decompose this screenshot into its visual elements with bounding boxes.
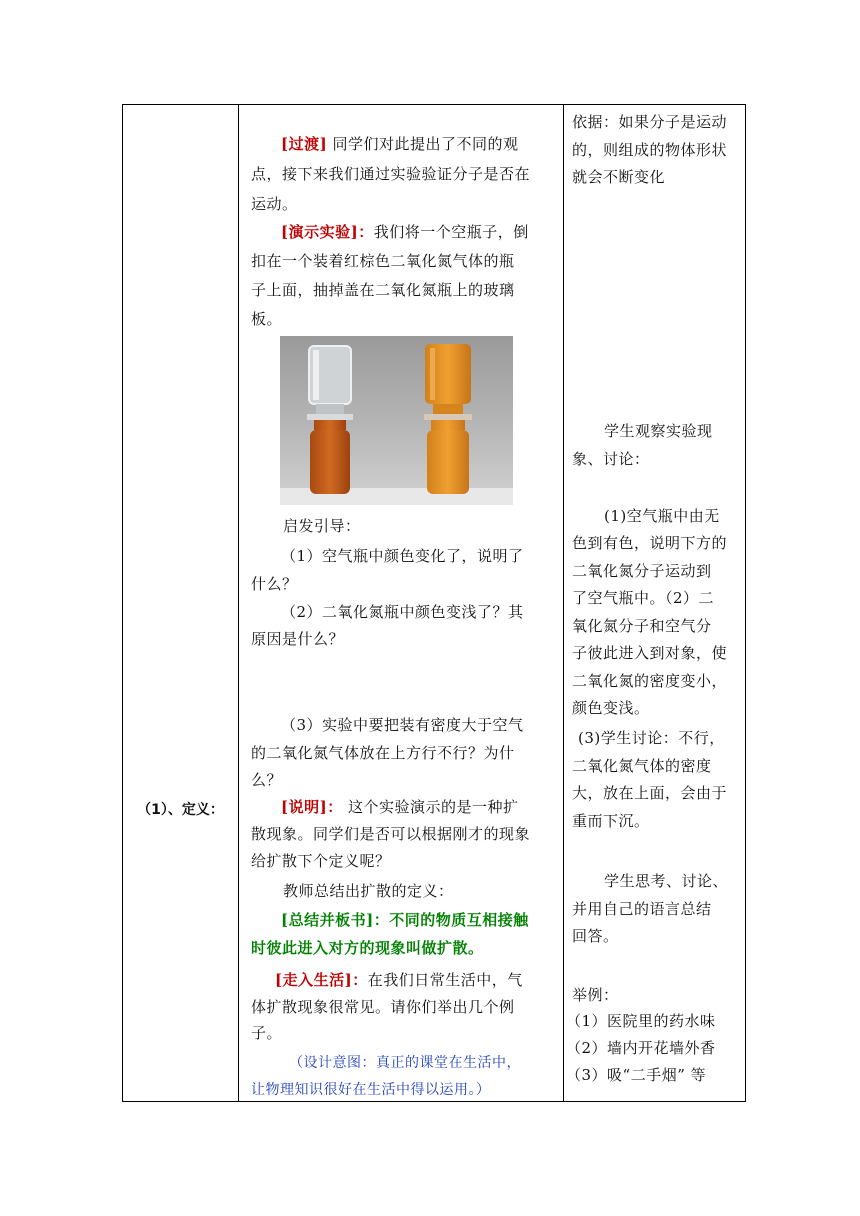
answer-3-line-1: (3)学生讨论：不行， — [578, 729, 725, 747]
explain-line-2: 散现象。同学们是否可以根据刚才的现象 — [251, 825, 531, 843]
answer-3-line-4: 重而下沉。 — [572, 812, 650, 830]
question-1-line-2: 什么？ — [251, 575, 298, 593]
demo-line-4: 板。 — [251, 310, 283, 328]
observe-line-1: 学生观察实验现 — [604, 422, 713, 440]
life-line-2: 体扩散现象很常见。请你们举出几个例 — [251, 998, 515, 1016]
teacher-summary-line: 教师总结出扩散的定义： — [283, 882, 454, 900]
row-label-cell — [123, 105, 238, 1101]
board-definition-line-1: [总结并板书]：不同的物质互相接触 — [281, 911, 529, 929]
question-3-line-1: （3）实验中要把装有密度大于空气 — [281, 716, 524, 734]
design-intent-line-2: 让物理知识很好在生活中得以运用。） — [251, 1082, 491, 1098]
demo-line-2: 扣在一个装着红棕色二氧化氮气体的瓶 — [251, 252, 515, 270]
explain-line-3: 给扩散下个定义呢？ — [251, 852, 391, 870]
lesson-table — [122, 104, 746, 1102]
question-2-line-2: 原因是什么？ — [251, 630, 345, 648]
answer-1-line-1: (1)空气瓶中由无 — [604, 507, 720, 525]
think-line-3: 回答。 — [572, 927, 619, 945]
life-tag: [走入生活]： — [275, 971, 368, 989]
transition-line-2: 点，接下来我们通过实验验证分子是否在 — [251, 165, 531, 183]
observe-line-2: 象、讨论： — [572, 450, 650, 468]
guide-label: 启发引导： — [283, 517, 361, 535]
think-line-2: 并用自己的语言总结 — [572, 900, 712, 918]
example-3: （3）吸“二手烟” 等 — [566, 1066, 707, 1084]
teacher-activity-cell — [239, 105, 563, 1101]
explain-tag: [说明]： — [281, 798, 343, 816]
demo-text: 我们将一个空瓶子，倒 — [373, 223, 529, 241]
answer-1-line-6: 子彼此进入到对象，使 — [572, 644, 728, 662]
demo-line-1 — [281, 219, 529, 245]
student-activity-cell — [564, 105, 746, 1101]
answer-1-line-4: 了空气瓶中。（2）二 — [572, 589, 715, 607]
answer-3-line-3: 大，放在上面，会由于 — [572, 784, 728, 802]
no2-bottle-left — [310, 430, 350, 494]
examples-title: 举例： — [572, 986, 619, 1004]
question-2-line-1: （2）二氧化氮瓶中颜色变浅了？其 — [281, 603, 524, 621]
example-2: （2）墙内开花墙外香 — [566, 1039, 716, 1057]
basis-line-1: 依据：如果分子是运动 — [572, 113, 728, 131]
transition-tag: [过渡] — [281, 135, 328, 153]
answer-1-line-8: 颜色变浅。 — [572, 699, 650, 717]
explain-line-1 — [281, 794, 518, 820]
answer-1-line-3: 二氧化氮分子运动到 — [572, 562, 712, 580]
explain-text: 这个实验演示的是一种扩 — [342, 798, 519, 816]
think-line-1: 学生思考、讨论、 — [604, 872, 729, 890]
answer-3-line-2: 二氧化氮气体的密度 — [572, 757, 712, 775]
diffusion-experiment-photo — [280, 336, 513, 505]
row-label: （1）、定义： — [137, 802, 224, 818]
life-text: 在我们日常生活中，气 — [367, 971, 523, 989]
no2-bottle-right — [427, 430, 469, 494]
answer-1-line-7: 二氧化氮的密度变小， — [572, 672, 728, 690]
demo-tag: [演示实验]： — [281, 223, 374, 241]
question-3-line-3: 么？ — [251, 771, 283, 789]
answer-1-line-2: 色到有色，说明下方的 — [572, 534, 728, 552]
design-intent-line-1: （设计意图：真正的课堂在生活中， — [289, 1055, 521, 1071]
example-1: （1）医院里的药水味 — [566, 1012, 716, 1030]
transition-text: 同学们对此提出了不同的观 — [327, 135, 519, 153]
question-3-line-2: 的二氧化氮气体放在上方行不行？为什 — [251, 744, 515, 762]
transition-line-3: 运动。 — [251, 195, 298, 213]
answer-1-line-5: 氧化氮分子和空气分 — [572, 617, 712, 635]
demo-line-3: 子上面，抽掉盖在二氧化氮瓶上的玻璃 — [251, 281, 515, 299]
transition-line-1 — [281, 131, 518, 157]
life-line-3: 子。 — [251, 1024, 283, 1042]
question-1-line-1: （1）空气瓶中颜色变化了，说明了 — [281, 547, 524, 565]
basis-line-2: 的，则组成的物体形状 — [572, 141, 728, 159]
basis-line-3: 就会不断变化 — [572, 168, 666, 186]
life-line-1 — [275, 967, 523, 993]
board-definition-line-2: 时彼此进入对方的现象叫做扩散。 — [251, 939, 484, 957]
